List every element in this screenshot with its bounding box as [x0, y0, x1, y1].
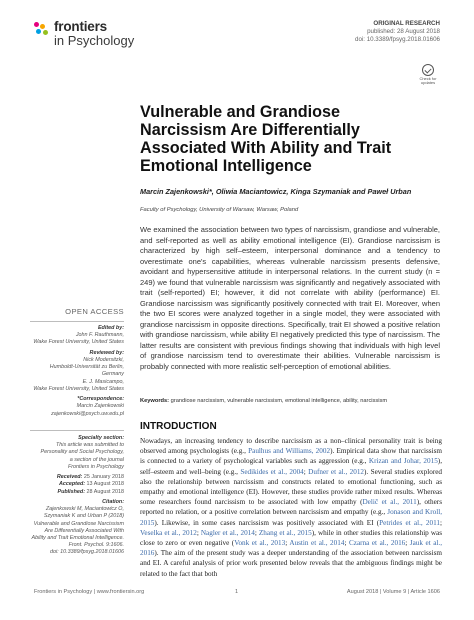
received-label: Received:: [56, 474, 83, 481]
section-line-2: Personality and Social Psychology,: [40, 449, 124, 456]
intro-text-segment: ;: [440, 518, 442, 527]
edited-by-label: Edited by:: [97, 325, 124, 331]
article-meta: [355, 20, 440, 45]
logo-dot-4: [43, 30, 48, 35]
citation-link[interactable]: Zhang et al., 2015: [258, 528, 312, 537]
logo-dot-1: [34, 22, 39, 27]
author-list: Marcin Zajenkowski*, Oliwia Maciantowicz, Kinga Szymaniak and Paweł Urban: [140, 187, 412, 196]
citation-link[interactable]: Jauk et al., 2016: [140, 539, 442, 558]
article-type: ORIGINAL RESEARCH: [373, 20, 440, 27]
intro-text-segment: ;: [344, 539, 349, 548]
citation-label: Citation:: [102, 499, 124, 505]
introduction-heading: INTRODUCTION: [140, 421, 217, 432]
accepted-label: Accepted:: [58, 481, 86, 488]
citation-line-5: Ability and Trait Emotional Intelligence.: [31, 535, 124, 542]
intro-text-segment: Nowadays, an increasing tendency to describe narcissism as a non–clinical personality trait is being observed among psychologists (e.g.,: [140, 437, 442, 456]
intro-text-segment: ;: [405, 539, 410, 548]
reviewer-2-name: E. J. Masicampo,: [82, 378, 124, 385]
frontiers-logo[interactable]: [34, 20, 134, 48]
published-value: 28 August 2018: [86, 488, 124, 495]
citation-line-2: Szymaniak K and Urban P (2018): [43, 513, 124, 520]
citation-link[interactable]: Paulhus and Williams, 2002: [248, 447, 331, 456]
article-title: Vulnerable and Grandiose Narcissism Are Differentially Associated With Ability and Trait Emotional Intelligence: [140, 103, 392, 175]
received-date: [30, 474, 124, 481]
reviewed-by-label: Reviewed by:: [89, 349, 124, 356]
intro-text-segment: ), self–esteem and well–being (e.g.,: [140, 457, 442, 476]
footer-journal-link[interactable]: Frontiers in Psychology | www.frontiersin.org: [34, 589, 145, 595]
brand-name: frontiers: [54, 19, 107, 34]
sidebar-details: [30, 325, 124, 421]
citation-doi[interactable]: doi: 10.3389/fpsyg.2018.01606: [49, 549, 124, 556]
editor-affiliation: Wake Forest University, United States: [33, 339, 124, 346]
citation-link[interactable]: Krizan and Johar, 2015: [368, 457, 438, 466]
check-for-updates-button[interactable]: [418, 64, 438, 85]
citation-line-4: Are Differentially Associated With: [44, 527, 124, 534]
frontiers-logo-mark: [34, 22, 50, 38]
citation-link[interactable]: Veselka et al., 2012: [140, 528, 197, 537]
section-line-3: a section of the journal: [69, 456, 124, 463]
reviewer-1-affiliation: Humboldt-Universität zu Berlin,: [49, 364, 124, 371]
open-access-label: OPEN ACCESS: [65, 307, 124, 316]
citation-line-6: Front. Psychol. 9:1606.: [68, 542, 124, 549]
intro-text-segment: ). Empirical data show that narcissism is connected to a variety of psychological variables such as aggression (e.g.,: [140, 447, 442, 466]
affiliation: Faculty of Psychology, University of Warsaw, Warsaw, Poland: [140, 207, 299, 213]
published-label: Published:: [57, 488, 86, 495]
correspondence-email[interactable]: zajenkowski@psych.uw.edu.pl: [51, 410, 124, 417]
logo-dot-2: [40, 24, 45, 29]
intro-text-segment: ). Likewise, in some cases narcissism was positively associated with EI (: [154, 518, 380, 527]
footer-volume-info: August 2018 | Volume 9 | Article 1606: [346, 589, 440, 595]
reviewer-2-affiliation: Wake Forest University, United States: [33, 385, 124, 392]
article-doi[interactable]: doi: 10.3389/fpsyg.2018.01606: [355, 36, 440, 44]
specialty-section-label: Specialty section:: [78, 435, 124, 441]
intro-text-segment: ), others reported no relation, or a positive correlation between narcissism and empathy (e.g.,: [140, 498, 443, 517]
citation-link[interactable]: Delič et al., 2011: [362, 498, 417, 507]
published-date: published: 28 August 2018: [367, 28, 440, 36]
intro-text-segment: ;: [285, 539, 290, 548]
intro-text-segment: ;: [254, 528, 259, 537]
intro-text-segment: ), while in other studies this relationship was close to zero or even negative (: [140, 528, 442, 548]
accepted-date: [30, 481, 124, 488]
sidebar-divider-2: [30, 430, 124, 431]
check-updates-icon: [422, 64, 434, 76]
citation-link[interactable]: Vonk et al., 2013: [234, 539, 286, 548]
editor-name: John F. Rauthmann,: [75, 332, 124, 339]
footer-page-number: 1: [235, 589, 239, 595]
intro-text-segment: ). Several studies explored also the relationship between narcissism and constructs related to emotional functioning, such as empathy and emotional intelligence (EI). However, these studies provide rather mixed results. Whereas some researchers found narcissism to be associated with low empathy (: [140, 467, 443, 507]
reviewer-1-country: Germany: [101, 371, 124, 378]
intro-text-segment: ;: [303, 467, 309, 476]
journal-name: in Psychology: [54, 33, 135, 49]
correspondence-name: Marcin Zajenkowski: [76, 403, 124, 410]
sidebar-divider: [30, 321, 124, 322]
correspondence-label: *Correspondence:: [77, 396, 124, 403]
received-value: 25 January 2018: [83, 474, 124, 481]
published-date-sidebar: [30, 489, 124, 496]
keywords-label: Keywords:: [140, 398, 170, 404]
citation-link[interactable]: Petrides et al., 2011: [379, 518, 440, 527]
citation-link[interactable]: Austin et al., 2014: [289, 539, 345, 548]
intro-text-segment: ;: [196, 528, 201, 537]
section-line-4: Frontiers in Psychology: [67, 463, 124, 470]
citation-link[interactable]: Sedikides et al., 2004: [240, 467, 304, 476]
citation-line-3: Vulnerable and Grandiose Narcissism: [33, 520, 124, 527]
section-line-1: This article was submitted to: [55, 442, 124, 449]
citation-link[interactable]: Czarna et al., 2016: [348, 539, 406, 548]
intro-text-segment: ). The aim of the present study was a deeper understanding of the association between narcissism and EI. A careful analysis of prior work presented below reveals that the ambiguous findings might be related to the fact that both: [140, 549, 442, 578]
citation-link[interactable]: Dufner et al., 2012: [308, 467, 365, 476]
citation-link[interactable]: Jonason and Kroll, 2015: [140, 508, 442, 527]
logo-dot-3: [36, 29, 41, 34]
keywords: [140, 398, 440, 404]
keywords-text: grandiose narcissism, vulnerable narcissism, emotional intelligence, ability, narcissism: [170, 398, 388, 404]
check-updates-label: Check for updates: [419, 76, 437, 85]
citation-line-1: Zajenkowski M, Maciantowicz O,: [45, 506, 124, 513]
introduction-text: [140, 436, 442, 579]
accepted-value: 13 August 2018: [86, 481, 124, 488]
abstract: We examined the association between two types of narcissism, grandiose and vulnerable, and self-reported as well as ability emotional intelligence (EI). Grandiose narcissism is characterized by high self–esteem, interpersonal dominance and a tendency to overestimate one's capabilities, whereas vulnerable narcissism presents defensive, avoidant and hypersensitive attitude in interpersonal relations. In the current study (n = 249) we found that vulnerable narcissism was significantly and negatively associated with trait (self-reported) EI; however, it did not correlate with ability (performance) EI. Grandiose narcissism was significantly positively connected with trait EI. Moreover, when the two EI scores were analyzed together in a single model, they were associated with grandiose narcissism in opposite directions. Specifically, trait EI showed a positive relation with grandiose narcissism, while ability EI negatively predicted this type of narcissism. The latter results are consistent with previous findings showing that individuals with high level of grandiose narcissism tend to overestimate their abilities. Vulnerable narcissism is probably connected with more realistic self-perception of emotional abilities.: [140, 225, 440, 371]
reviewer-1-name: Nick Modersitzki,: [83, 357, 124, 363]
sidebar-article-info: [30, 435, 124, 560]
citation-link[interactable]: Nagler et al., 2014: [200, 528, 255, 537]
